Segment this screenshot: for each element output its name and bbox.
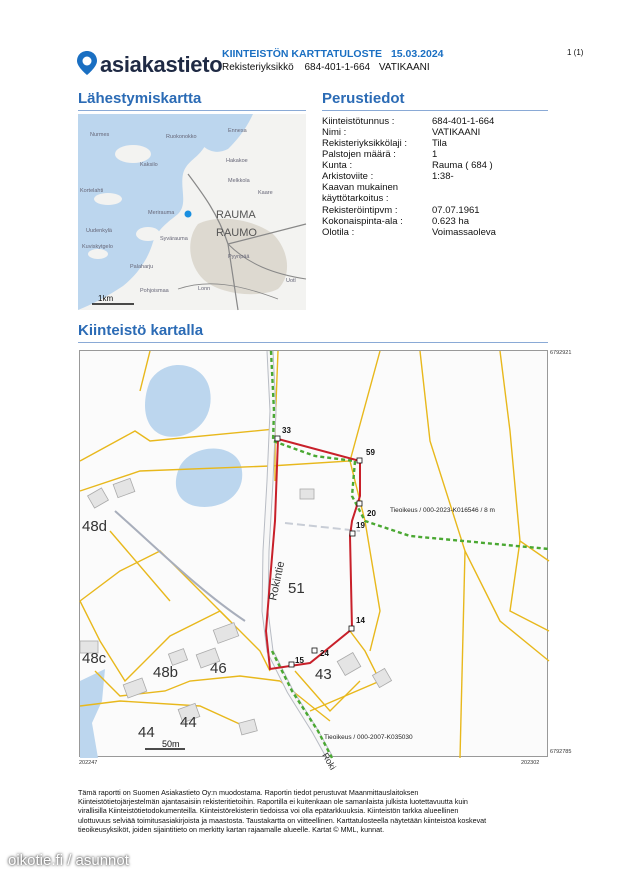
- report-subtitle: [222, 62, 430, 73]
- coord-top: 6792921: [550, 350, 572, 356]
- report-title: [222, 48, 444, 60]
- watermark: oikotie.fi / asunnot: [8, 852, 129, 869]
- parcel-label: 46: [210, 660, 227, 677]
- unit-id: 684-401-1-664: [304, 62, 371, 73]
- parcel-label: 48b: [153, 664, 179, 681]
- place-label: Pohjoismaa: [140, 288, 169, 294]
- place-label: Ennesa: [228, 128, 247, 134]
- unit-name: VATIKAANI: [378, 62, 430, 73]
- property-boundary: [266, 439, 360, 669]
- disclaimer: [78, 788, 548, 834]
- pond: [176, 449, 242, 507]
- point-label: 19: [356, 521, 365, 530]
- report-date: 15.03.2024: [390, 48, 444, 60]
- point-label: 20: [367, 509, 376, 518]
- place-label: Kortelahti: [80, 188, 104, 194]
- section-title-property-map: Kiinteistö kartalla: [78, 322, 204, 339]
- place-label: Pyynpää: [228, 254, 250, 260]
- island: [88, 249, 108, 259]
- disclaimer-line: Kiinteistötietojärjestelmän ajantasaisiin rekisteritietoihin. Raportilla ei kuitenkaan ole samanlaista julkista luotettavuutta kuin: [78, 797, 468, 807]
- coord-left: 202247: [79, 760, 98, 766]
- disclaimer-line: ulottuvuus selviää toimitusasiakirjoista ja maastosta. Taustakartta on viitteellinen. Karttatulosteella näytetään kiinteistöä koskevat: [78, 815, 487, 825]
- disclaimer-line: tieoikeusyksiköt, joiden sijaintitieto on merkitty kartan rajaamalle alueelle. Kartat © MML, kunnat.: [78, 824, 385, 834]
- place-label: Nurmes: [90, 132, 110, 138]
- point-label: 15: [295, 656, 304, 665]
- location-marker: [185, 211, 192, 218]
- unit-type: Rekisteriyksikkö: [222, 62, 294, 73]
- place-label: Melkkola: [228, 178, 250, 184]
- easement-green: [271, 351, 549, 549]
- parcel-label: 44: [180, 714, 197, 731]
- place-label: Syvärauma: [160, 236, 188, 242]
- easement-dash: [285, 523, 360, 531]
- page-number: 1 (1): [567, 48, 584, 57]
- place-label: Kaare: [258, 190, 273, 196]
- coord-right: 202302: [521, 760, 540, 766]
- point-label: 59: [366, 448, 375, 457]
- coord-right-bottom: 6792785: [550, 749, 572, 755]
- divider: [78, 342, 548, 343]
- place-label: Kaksilo: [140, 162, 158, 168]
- place-label: Ruokonokko: [166, 134, 197, 140]
- scale-label: 1km: [98, 294, 114, 303]
- parcel-label: 43: [315, 666, 332, 683]
- overview-map-graphic: [78, 114, 306, 310]
- logo: [76, 50, 98, 81]
- easement-label: Tieoikeus / 000-2023-K016546 / 8 m: [390, 507, 495, 514]
- point-label: 24: [320, 649, 329, 658]
- place-label: Lonn: [198, 286, 211, 292]
- parcel-label: 48c: [82, 650, 107, 667]
- road-label: Rokintie: [267, 560, 288, 602]
- report-title-text: KIINTEISTÖN KARTTATULOSTE: [222, 48, 383, 60]
- place-label: Uudenkylä: [86, 228, 112, 234]
- disclaimer-line: Tämä raportti on Suomen Asiakastieto Oy:n muodostama. Raportin tiedot perustuvat Maanmittauslaitoksen: [78, 788, 419, 797]
- island: [136, 227, 160, 241]
- section-title-overview: Lähestymiskartta: [78, 90, 202, 107]
- point-label: 33: [282, 426, 291, 435]
- road-label-bottom: Roki: [320, 751, 338, 772]
- logo-text: asiakastieto: [100, 52, 223, 77]
- place-label: Kuviskytgelo: [82, 244, 113, 250]
- grey-line: [115, 511, 245, 621]
- place-label: Uotl: [286, 278, 296, 284]
- parcel-label: 44: [138, 724, 155, 741]
- city-label-sv: RAUMO: [216, 227, 257, 239]
- city-label-fi: RAUMA: [216, 209, 256, 221]
- island: [115, 145, 151, 163]
- disclaimer-line: virallisilla Kiinteistötietodokumenteilla. Kiinteistörekisterin tiedoissa voi olla epätarkkuuksia. Kiinteistön tarkka alueellinen: [78, 806, 459, 816]
- basic-info: Kiinteistötunnus : 684-401-1-664 Nimi : VATIKAANI Rekisteriyksikkölaji : Tila Palstojen määrä : 1 Kunta : Rauma ( 684 ) Arkistoviite : 1:38- Kaavan mukainen käyttötarkoitus : Rekisteröintipvm : 07.07.1961 Kokonaispinta-ala : 0.623 ha Olotila : Voimassaoleva: [322, 116, 496, 238]
- place-label: Palaharju: [130, 264, 154, 270]
- overview-map: [78, 114, 306, 310]
- point-label: 14: [356, 616, 365, 625]
- section-title-basic: Perustiedot: [322, 90, 405, 107]
- parcel-label: 48d: [82, 518, 108, 535]
- scale-label: 50m: [162, 739, 180, 749]
- divider: [322, 110, 548, 111]
- divider: [78, 110, 306, 111]
- pond: [145, 365, 211, 437]
- sea-edge: [80, 669, 105, 758]
- logo-pin-icon: [76, 50, 98, 76]
- easement-label: Tieoikeus / 000-2007-K035030: [324, 734, 413, 741]
- place-label: Merirauma: [148, 210, 175, 216]
- parcel-label: 51: [288, 580, 305, 597]
- place-label: Hakakoe: [226, 158, 248, 164]
- island: [94, 193, 122, 205]
